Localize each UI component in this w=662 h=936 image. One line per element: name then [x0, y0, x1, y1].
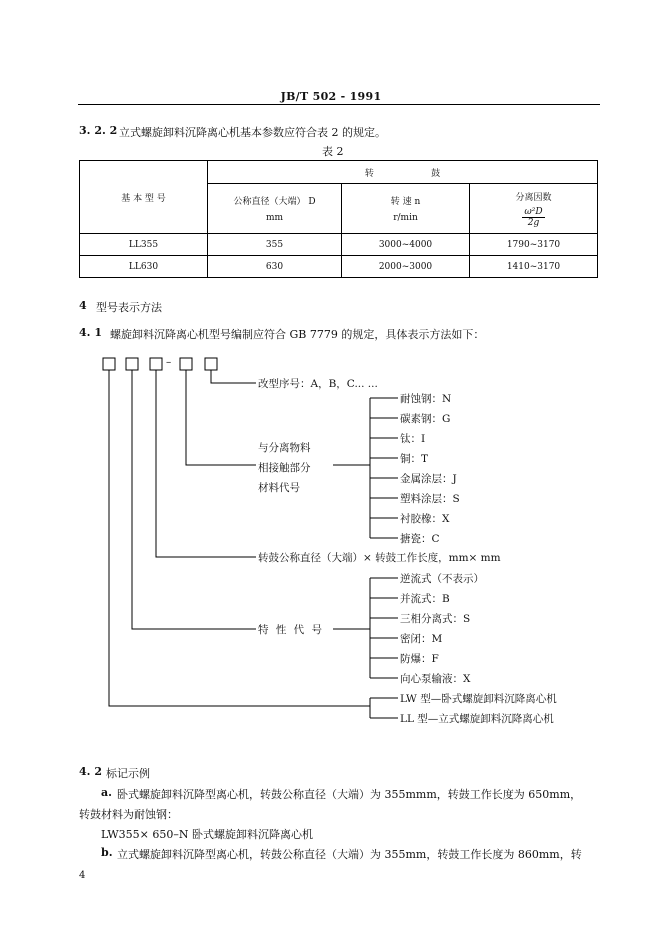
- clause-number: 4. 1: [79, 326, 102, 339]
- header-diameter-label: 公称直径（大端） D: [233, 197, 316, 207]
- header-speed-label: 转 速 n: [390, 197, 421, 207]
- cell-model: LL355: [80, 234, 208, 256]
- cell-speed: 3000~4000: [342, 234, 470, 256]
- example-a-text: 卧式螺旋卸料沉降型离心机，转鼓公称直径（大端）为 355mmm，转鼓工作长度为 650mm，: [117, 788, 582, 801]
- header-speed-unit: r/min: [393, 213, 418, 223]
- header-factor-label: 分离因数: [515, 192, 552, 203]
- cell-model: LL630: [80, 256, 208, 278]
- material-item: 衬胶橡：X: [400, 513, 450, 525]
- material-item: 耐蚀钢：N: [400, 393, 452, 405]
- feature-item: 向心泵输液：X: [400, 673, 471, 685]
- standard-number: JB/T 502 - 1991: [280, 90, 382, 103]
- material-item: 钛：I: [400, 433, 426, 445]
- section-title: 型号表示方法: [96, 301, 162, 314]
- feature-item: 密闭：M: [400, 633, 443, 645]
- material-item: 铜：T: [400, 453, 429, 465]
- cell-diameter: 630: [208, 256, 342, 278]
- material-item: 塑料涂层：S: [400, 493, 460, 505]
- leader-modification: [211, 370, 256, 383]
- formula-numerator: ω²D: [524, 206, 543, 217]
- code-dash: –: [166, 356, 172, 368]
- page-number: 4: [79, 870, 86, 881]
- header-base-model: 基 本 型 号: [80, 161, 208, 234]
- example-a-label: a.: [101, 786, 112, 799]
- code-box-2: [126, 358, 138, 370]
- clause-text: 螺旋卸料沉降离心机型号编制应符合 GB 7779 的规定，具体表示方法如下：: [110, 328, 485, 341]
- clause-text: 立式螺旋卸料沉降离心机基本参数应符合表 2 的规定。: [119, 126, 386, 139]
- feature-item: 逆流式（不表示）: [400, 573, 484, 585]
- leader-size: [156, 370, 256, 557]
- section-number: 4: [79, 299, 87, 312]
- feature-item: 防爆：F: [400, 653, 439, 665]
- material-item: 金属涂层：J: [400, 473, 457, 485]
- example-b-label: b.: [101, 846, 113, 859]
- leader-feature: [132, 370, 256, 629]
- cell-factor: 1410~3170: [470, 256, 598, 278]
- size-label: 转鼓公称直径（大端）× 转鼓工作长度，mm× mm: [258, 552, 501, 564]
- header-diameter-unit: mm: [265, 213, 284, 223]
- example-a-mark: LW355× 650–N 卧式螺旋卸料沉降离心机: [101, 828, 313, 841]
- material-item: 搪瓷：C: [400, 533, 440, 545]
- code-box-4: [180, 358, 192, 370]
- feature-label: 特 性 代 号: [258, 624, 325, 636]
- code-box-3: [150, 358, 162, 370]
- modification-label: 改型序号：A，B，C... ...: [258, 378, 378, 390]
- cell-diameter: 355: [208, 234, 342, 256]
- header-drum: 转 鼓: [208, 161, 598, 184]
- clause-number: 4. 2: [79, 765, 102, 778]
- type-item: LW 型—卧式螺旋卸料沉降离心机: [400, 693, 557, 705]
- clause-title: 标记示例: [106, 767, 150, 780]
- table-caption: 表 2: [322, 145, 344, 158]
- material-item: 碳素钢：G: [400, 413, 451, 425]
- example-a-text-cont: 转鼓材料为耐蚀钢：: [79, 808, 178, 821]
- cell-factor: 1790~3170: [470, 234, 598, 256]
- leader-type: [109, 370, 370, 706]
- feature-item: 并流式：B: [400, 593, 450, 605]
- code-box-1: [103, 358, 115, 370]
- material-label-line: 相接触部分: [258, 462, 311, 474]
- type-item: LL 型—立式螺旋卸料沉降离心机: [400, 713, 554, 725]
- example-b-text: 立式螺旋卸料沉降型离心机，转鼓公称直径（大端）为 355mm，转鼓工作长度为 860mm，转: [117, 848, 582, 861]
- cell-speed: 2000~3000: [342, 256, 470, 278]
- feature-item: 三相分离式：S: [400, 613, 471, 625]
- code-box-5: [205, 358, 217, 370]
- material-label-line: 材料代号: [258, 482, 300, 494]
- formula-denominator: 2g: [527, 217, 540, 228]
- clause-number: 3. 2. 2: [79, 124, 118, 137]
- leader-material: [186, 370, 256, 465]
- material-label-line: 与分离物料: [258, 442, 311, 454]
